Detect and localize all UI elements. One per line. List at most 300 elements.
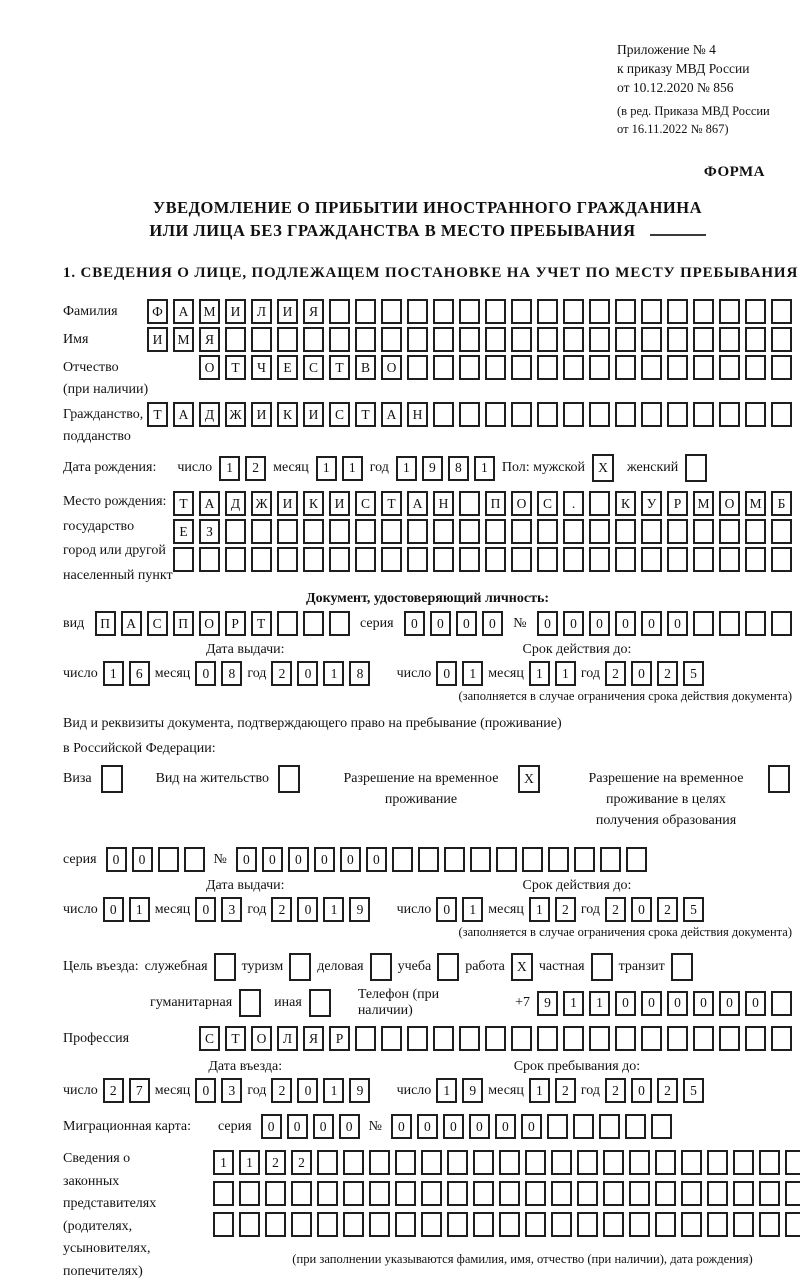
char-cell[interactable]: 3 — [221, 897, 242, 922]
char-cell[interactable] — [574, 847, 595, 872]
char-cell[interactable] — [599, 1114, 620, 1139]
char-cell[interactable] — [589, 547, 610, 572]
char-cell[interactable] — [499, 1212, 520, 1237]
char-cell[interactable]: 0 — [615, 611, 636, 636]
char-cell[interactable]: Д — [225, 491, 246, 516]
char-cell[interactable]: 0 — [236, 847, 257, 872]
char-cell[interactable] — [421, 1212, 442, 1237]
char-cell[interactable] — [537, 519, 558, 544]
char-cell[interactable] — [522, 847, 543, 872]
char-cell[interactable]: 5 — [683, 897, 704, 922]
char-cell[interactable] — [381, 1026, 402, 1051]
char-cell[interactable]: А — [121, 611, 142, 636]
char-cell[interactable]: Е — [277, 355, 298, 380]
char-cell[interactable]: Т — [329, 355, 350, 380]
char-cell[interactable]: 9 — [537, 991, 558, 1016]
char-cell[interactable] — [355, 327, 376, 352]
char-cell[interactable] — [291, 1212, 312, 1237]
char-cell[interactable] — [225, 547, 246, 572]
char-cell[interactable] — [184, 847, 205, 872]
char-cell[interactable]: 2 — [555, 1078, 576, 1103]
char-cell[interactable] — [771, 327, 792, 352]
char-cell[interactable]: Т — [225, 1026, 246, 1051]
char-cell[interactable]: 0 — [287, 1114, 308, 1139]
char-cell[interactable] — [511, 1026, 532, 1051]
char-cell[interactable]: 1 — [129, 897, 150, 922]
char-cell[interactable] — [447, 1212, 468, 1237]
char-cell[interactable] — [681, 1212, 702, 1237]
char-cell[interactable]: 1 — [529, 661, 550, 686]
char-cell[interactable] — [563, 299, 584, 324]
char-cell[interactable]: 2 — [605, 1078, 626, 1103]
char-cell[interactable]: 0 — [297, 661, 318, 686]
char-cell[interactable]: С — [329, 402, 350, 427]
char-cell[interactable]: Т — [147, 402, 168, 427]
char-cell[interactable]: Е — [173, 519, 194, 544]
char-cell[interactable] — [437, 953, 459, 981]
char-cell[interactable] — [447, 1181, 468, 1206]
char-cell[interactable] — [719, 402, 740, 427]
char-cell[interactable] — [671, 953, 693, 981]
char-cell[interactable]: 0 — [641, 611, 662, 636]
char-cell[interactable] — [433, 519, 454, 544]
char-cell[interactable] — [278, 765, 300, 793]
char-cell[interactable]: И — [277, 299, 298, 324]
char-cell[interactable]: И — [147, 327, 168, 352]
char-cell[interactable] — [407, 299, 428, 324]
char-cell[interactable]: 2 — [271, 897, 292, 922]
char-cell[interactable] — [459, 519, 480, 544]
char-cell[interactable] — [291, 1181, 312, 1206]
char-cell[interactable] — [537, 327, 558, 352]
char-cell[interactable] — [525, 1212, 546, 1237]
char-cell[interactable]: 0 — [667, 611, 688, 636]
char-cell[interactable] — [589, 1026, 610, 1051]
char-cell[interactable] — [511, 519, 532, 544]
char-cell[interactable]: 1 — [323, 661, 344, 686]
char-cell[interactable]: С — [199, 1026, 220, 1051]
char-cell[interactable]: Р — [225, 611, 246, 636]
char-cell[interactable] — [771, 299, 792, 324]
char-cell[interactable]: 1 — [323, 1078, 344, 1103]
char-cell[interactable] — [370, 953, 392, 981]
char-cell[interactable] — [537, 299, 558, 324]
char-cell[interactable] — [407, 1026, 428, 1051]
char-cell[interactable]: Я — [303, 299, 324, 324]
char-cell[interactable] — [573, 1114, 594, 1139]
char-cell[interactable] — [303, 519, 324, 544]
char-cell[interactable] — [745, 355, 766, 380]
char-cell[interactable]: 2 — [271, 661, 292, 686]
char-cell[interactable]: Л — [277, 1026, 298, 1051]
char-cell[interactable] — [277, 327, 298, 352]
char-cell[interactable] — [329, 611, 350, 636]
char-cell[interactable]: С — [147, 611, 168, 636]
char-cell[interactable] — [537, 355, 558, 380]
char-cell[interactable]: К — [277, 402, 298, 427]
char-cell[interactable]: И — [303, 402, 324, 427]
char-cell[interactable] — [563, 1026, 584, 1051]
char-cell[interactable]: . — [563, 491, 584, 516]
char-cell[interactable] — [693, 355, 714, 380]
char-cell[interactable] — [589, 519, 610, 544]
char-cell[interactable] — [459, 299, 480, 324]
char-cell[interactable] — [548, 847, 569, 872]
char-cell[interactable] — [537, 547, 558, 572]
char-cell[interactable] — [499, 1181, 520, 1206]
char-cell[interactable] — [537, 1026, 558, 1051]
char-cell[interactable] — [745, 1026, 766, 1051]
char-cell[interactable] — [485, 402, 506, 427]
char-cell[interactable]: 0 — [456, 611, 477, 636]
char-cell[interactable] — [693, 1026, 714, 1051]
char-cell[interactable]: 2 — [657, 1078, 678, 1103]
char-cell[interactable]: 0 — [297, 1078, 318, 1103]
char-cell[interactable]: 0 — [436, 897, 457, 922]
char-cell[interactable]: Ч — [251, 355, 272, 380]
char-cell[interactable]: 0 — [631, 1078, 652, 1103]
char-cell[interactable] — [496, 847, 517, 872]
char-cell[interactable]: С — [537, 491, 558, 516]
char-cell[interactable] — [225, 519, 246, 544]
char-cell[interactable]: 1 — [213, 1150, 234, 1175]
char-cell[interactable]: 5 — [683, 1078, 704, 1103]
char-cell[interactable]: 0 — [313, 1114, 334, 1139]
char-cell[interactable] — [667, 299, 688, 324]
char-cell[interactable] — [615, 355, 636, 380]
char-cell[interactable]: К — [615, 491, 636, 516]
char-cell[interactable] — [745, 611, 766, 636]
char-cell[interactable]: 0 — [288, 847, 309, 872]
char-cell[interactable] — [407, 519, 428, 544]
char-cell[interactable] — [459, 491, 480, 516]
char-cell[interactable] — [785, 1181, 800, 1206]
char-cell[interactable]: О — [251, 1026, 272, 1051]
char-cell[interactable]: Я — [199, 327, 220, 352]
char-cell[interactable] — [303, 611, 324, 636]
char-cell[interactable]: 1 — [323, 897, 344, 922]
char-cell[interactable] — [511, 299, 532, 324]
char-cell[interactable]: 0 — [195, 661, 216, 686]
char-cell[interactable] — [629, 1181, 650, 1206]
char-cell[interactable] — [459, 327, 480, 352]
char-cell[interactable] — [525, 1181, 546, 1206]
char-cell[interactable]: Т — [355, 402, 376, 427]
char-cell[interactable]: 2 — [265, 1150, 286, 1175]
char-cell[interactable]: Я — [303, 1026, 324, 1051]
char-cell[interactable] — [719, 355, 740, 380]
char-cell[interactable]: А — [381, 402, 402, 427]
char-cell[interactable] — [433, 1026, 454, 1051]
char-cell[interactable] — [381, 547, 402, 572]
char-cell[interactable] — [433, 547, 454, 572]
char-cell[interactable] — [641, 1026, 662, 1051]
char-cell[interactable]: 0 — [103, 897, 124, 922]
char-cell[interactable]: А — [173, 299, 194, 324]
char-cell[interactable] — [369, 1212, 390, 1237]
char-cell[interactable] — [239, 1181, 260, 1206]
char-cell[interactable] — [563, 327, 584, 352]
char-cell[interactable] — [407, 327, 428, 352]
char-cell[interactable]: Р — [667, 491, 688, 516]
char-cell[interactable]: Р — [329, 1026, 350, 1051]
char-cell[interactable] — [563, 519, 584, 544]
char-cell[interactable] — [719, 1026, 740, 1051]
char-cell[interactable] — [485, 327, 506, 352]
char-cell[interactable]: П — [485, 491, 506, 516]
char-cell[interactable] — [381, 299, 402, 324]
char-cell[interactable]: Т — [225, 355, 246, 380]
char-cell[interactable]: 0 — [339, 1114, 360, 1139]
char-cell[interactable]: Д — [199, 402, 220, 427]
char-cell[interactable] — [615, 519, 636, 544]
char-cell[interactable]: 2 — [605, 661, 626, 686]
char-cell[interactable]: X — [511, 953, 533, 981]
char-cell[interactable] — [470, 847, 491, 872]
char-cell[interactable]: 1 — [103, 661, 124, 686]
char-cell[interactable]: 9 — [422, 456, 443, 481]
char-cell[interactable] — [600, 847, 621, 872]
char-cell[interactable]: А — [173, 402, 194, 427]
char-cell[interactable]: 2 — [245, 456, 266, 481]
char-cell[interactable] — [485, 1026, 506, 1051]
char-cell[interactable] — [251, 327, 272, 352]
char-cell[interactable]: П — [173, 611, 194, 636]
char-cell[interactable]: 0 — [443, 1114, 464, 1139]
char-cell[interactable] — [392, 847, 413, 872]
char-cell[interactable] — [641, 402, 662, 427]
char-cell[interactable]: 0 — [537, 611, 558, 636]
char-cell[interactable]: А — [199, 491, 220, 516]
char-cell[interactable] — [667, 402, 688, 427]
char-cell[interactable] — [768, 765, 790, 793]
char-cell[interactable] — [641, 327, 662, 352]
char-cell[interactable]: И — [329, 491, 350, 516]
char-cell[interactable] — [303, 327, 324, 352]
char-cell[interactable]: 0 — [521, 1114, 542, 1139]
char-cell[interactable] — [745, 402, 766, 427]
char-cell[interactable] — [745, 547, 766, 572]
char-cell[interactable] — [693, 402, 714, 427]
char-cell[interactable]: 0 — [132, 847, 153, 872]
char-cell[interactable] — [577, 1212, 598, 1237]
char-cell[interactable] — [625, 1114, 646, 1139]
char-cell[interactable]: Н — [433, 491, 454, 516]
char-cell[interactable] — [745, 327, 766, 352]
char-cell[interactable]: О — [381, 355, 402, 380]
char-cell[interactable] — [693, 611, 714, 636]
char-cell[interactable]: Н — [407, 402, 428, 427]
char-cell[interactable]: С — [303, 355, 324, 380]
char-cell[interactable]: А — [407, 491, 428, 516]
char-cell[interactable]: 2 — [555, 897, 576, 922]
char-cell[interactable]: М — [693, 491, 714, 516]
char-cell[interactable] — [289, 953, 311, 981]
char-cell[interactable] — [733, 1212, 754, 1237]
char-cell[interactable]: 0 — [262, 847, 283, 872]
char-cell[interactable] — [641, 299, 662, 324]
char-cell[interactable]: 0 — [745, 991, 766, 1016]
char-cell[interactable] — [667, 327, 688, 352]
char-cell[interactable]: 0 — [261, 1114, 282, 1139]
char-cell[interactable] — [771, 611, 792, 636]
char-cell[interactable] — [418, 847, 439, 872]
char-cell[interactable] — [693, 519, 714, 544]
char-cell[interactable]: 0 — [430, 611, 451, 636]
char-cell[interactable]: 0 — [436, 661, 457, 686]
char-cell[interactable]: М — [199, 299, 220, 324]
char-cell[interactable] — [303, 547, 324, 572]
char-cell[interactable]: 0 — [340, 847, 361, 872]
char-cell[interactable] — [395, 1181, 416, 1206]
char-cell[interactable] — [551, 1181, 572, 1206]
char-cell[interactable]: 0 — [495, 1114, 516, 1139]
char-cell[interactable] — [173, 547, 194, 572]
char-cell[interactable]: 1 — [316, 456, 337, 481]
char-cell[interactable]: О — [199, 355, 220, 380]
char-cell[interactable]: П — [95, 611, 116, 636]
char-cell[interactable] — [589, 299, 610, 324]
char-cell[interactable] — [355, 299, 376, 324]
char-cell[interactable]: Ж — [251, 491, 272, 516]
char-cell[interactable]: 2 — [291, 1150, 312, 1175]
char-cell[interactable]: 0 — [366, 847, 387, 872]
char-cell[interactable] — [317, 1181, 338, 1206]
char-cell[interactable]: 0 — [641, 991, 662, 1016]
char-cell[interactable] — [719, 299, 740, 324]
char-cell[interactable] — [719, 611, 740, 636]
char-cell[interactable] — [251, 519, 272, 544]
char-cell[interactable] — [693, 299, 714, 324]
char-cell[interactable] — [433, 355, 454, 380]
char-cell[interactable]: 1 — [563, 991, 584, 1016]
char-cell[interactable] — [551, 1212, 572, 1237]
char-cell[interactable]: З — [199, 519, 220, 544]
char-cell[interactable] — [277, 519, 298, 544]
char-cell[interactable] — [589, 327, 610, 352]
char-cell[interactable]: 5 — [683, 661, 704, 686]
char-cell[interactable] — [771, 547, 792, 572]
char-cell[interactable]: 2 — [103, 1078, 124, 1103]
char-cell[interactable] — [667, 355, 688, 380]
char-cell[interactable] — [707, 1212, 728, 1237]
char-cell[interactable]: 0 — [417, 1114, 438, 1139]
char-cell[interactable] — [771, 1026, 792, 1051]
char-cell[interactable] — [329, 299, 350, 324]
char-cell[interactable]: О — [511, 491, 532, 516]
char-cell[interactable]: 1 — [474, 456, 495, 481]
char-cell[interactable]: 1 — [219, 456, 240, 481]
char-cell[interactable] — [309, 989, 331, 1017]
char-cell[interactable]: 8 — [221, 661, 242, 686]
char-cell[interactable]: О — [199, 611, 220, 636]
char-cell[interactable] — [355, 1026, 376, 1051]
char-cell[interactable] — [444, 847, 465, 872]
char-cell[interactable] — [547, 1114, 568, 1139]
char-cell[interactable] — [158, 847, 179, 872]
char-cell[interactable]: М — [173, 327, 194, 352]
char-cell[interactable]: 2 — [657, 661, 678, 686]
char-cell[interactable]: 0 — [615, 991, 636, 1016]
char-cell[interactable]: 0 — [719, 991, 740, 1016]
char-cell[interactable] — [651, 1114, 672, 1139]
char-cell[interactable]: 1 — [529, 897, 550, 922]
char-cell[interactable] — [213, 1212, 234, 1237]
char-cell[interactable] — [745, 519, 766, 544]
char-cell[interactable] — [667, 1026, 688, 1051]
char-cell[interactable]: У — [641, 491, 662, 516]
char-cell[interactable] — [329, 327, 350, 352]
char-cell[interactable]: И — [251, 402, 272, 427]
char-cell[interactable] — [577, 1181, 598, 1206]
char-cell[interactable] — [485, 355, 506, 380]
char-cell[interactable]: 2 — [657, 897, 678, 922]
char-cell[interactable]: 1 — [589, 991, 610, 1016]
char-cell[interactable] — [641, 547, 662, 572]
char-cell[interactable]: Т — [251, 611, 272, 636]
char-cell[interactable] — [511, 355, 532, 380]
char-cell[interactable]: X — [592, 454, 614, 482]
char-cell[interactable]: К — [303, 491, 324, 516]
char-cell[interactable] — [563, 547, 584, 572]
char-cell[interactable]: 0 — [631, 897, 652, 922]
char-cell[interactable]: 0 — [404, 611, 425, 636]
char-cell[interactable] — [511, 547, 532, 572]
char-cell[interactable] — [667, 519, 688, 544]
char-cell[interactable] — [329, 519, 350, 544]
char-cell[interactable] — [511, 327, 532, 352]
char-cell[interactable] — [641, 519, 662, 544]
char-cell[interactable] — [485, 547, 506, 572]
char-cell[interactable]: 1 — [555, 661, 576, 686]
char-cell[interactable] — [759, 1181, 780, 1206]
char-cell[interactable] — [381, 519, 402, 544]
char-cell[interactable] — [277, 547, 298, 572]
char-cell[interactable] — [655, 1212, 676, 1237]
char-cell[interactable]: 0 — [391, 1114, 412, 1139]
char-cell[interactable] — [707, 1181, 728, 1206]
char-cell[interactable] — [615, 547, 636, 572]
char-cell[interactable]: 9 — [349, 1078, 370, 1103]
char-cell[interactable] — [771, 402, 792, 427]
char-cell[interactable] — [589, 402, 610, 427]
char-cell[interactable]: Ф — [147, 299, 168, 324]
char-cell[interactable]: 1 — [239, 1150, 260, 1175]
char-cell[interactable] — [641, 355, 662, 380]
char-cell[interactable]: Л — [251, 299, 272, 324]
char-cell[interactable]: 0 — [693, 991, 714, 1016]
char-cell[interactable] — [213, 1181, 234, 1206]
char-cell[interactable]: О — [719, 491, 740, 516]
char-cell[interactable] — [745, 299, 766, 324]
char-cell[interactable] — [563, 402, 584, 427]
char-cell[interactable] — [563, 355, 584, 380]
char-cell[interactable]: 0 — [314, 847, 335, 872]
char-cell[interactable] — [395, 1212, 416, 1237]
char-cell[interactable]: 8 — [349, 661, 370, 686]
char-cell[interactable] — [101, 765, 123, 793]
char-cell[interactable]: 2 — [271, 1078, 292, 1103]
char-cell[interactable]: 0 — [631, 661, 652, 686]
char-cell[interactable]: 0 — [563, 611, 584, 636]
char-cell[interactable] — [626, 847, 647, 872]
char-cell[interactable] — [603, 1212, 624, 1237]
char-cell[interactable] — [329, 547, 350, 572]
char-cell[interactable] — [771, 355, 792, 380]
char-cell[interactable] — [459, 547, 480, 572]
char-cell[interactable]: 1 — [436, 1078, 457, 1103]
char-cell[interactable] — [771, 991, 792, 1016]
